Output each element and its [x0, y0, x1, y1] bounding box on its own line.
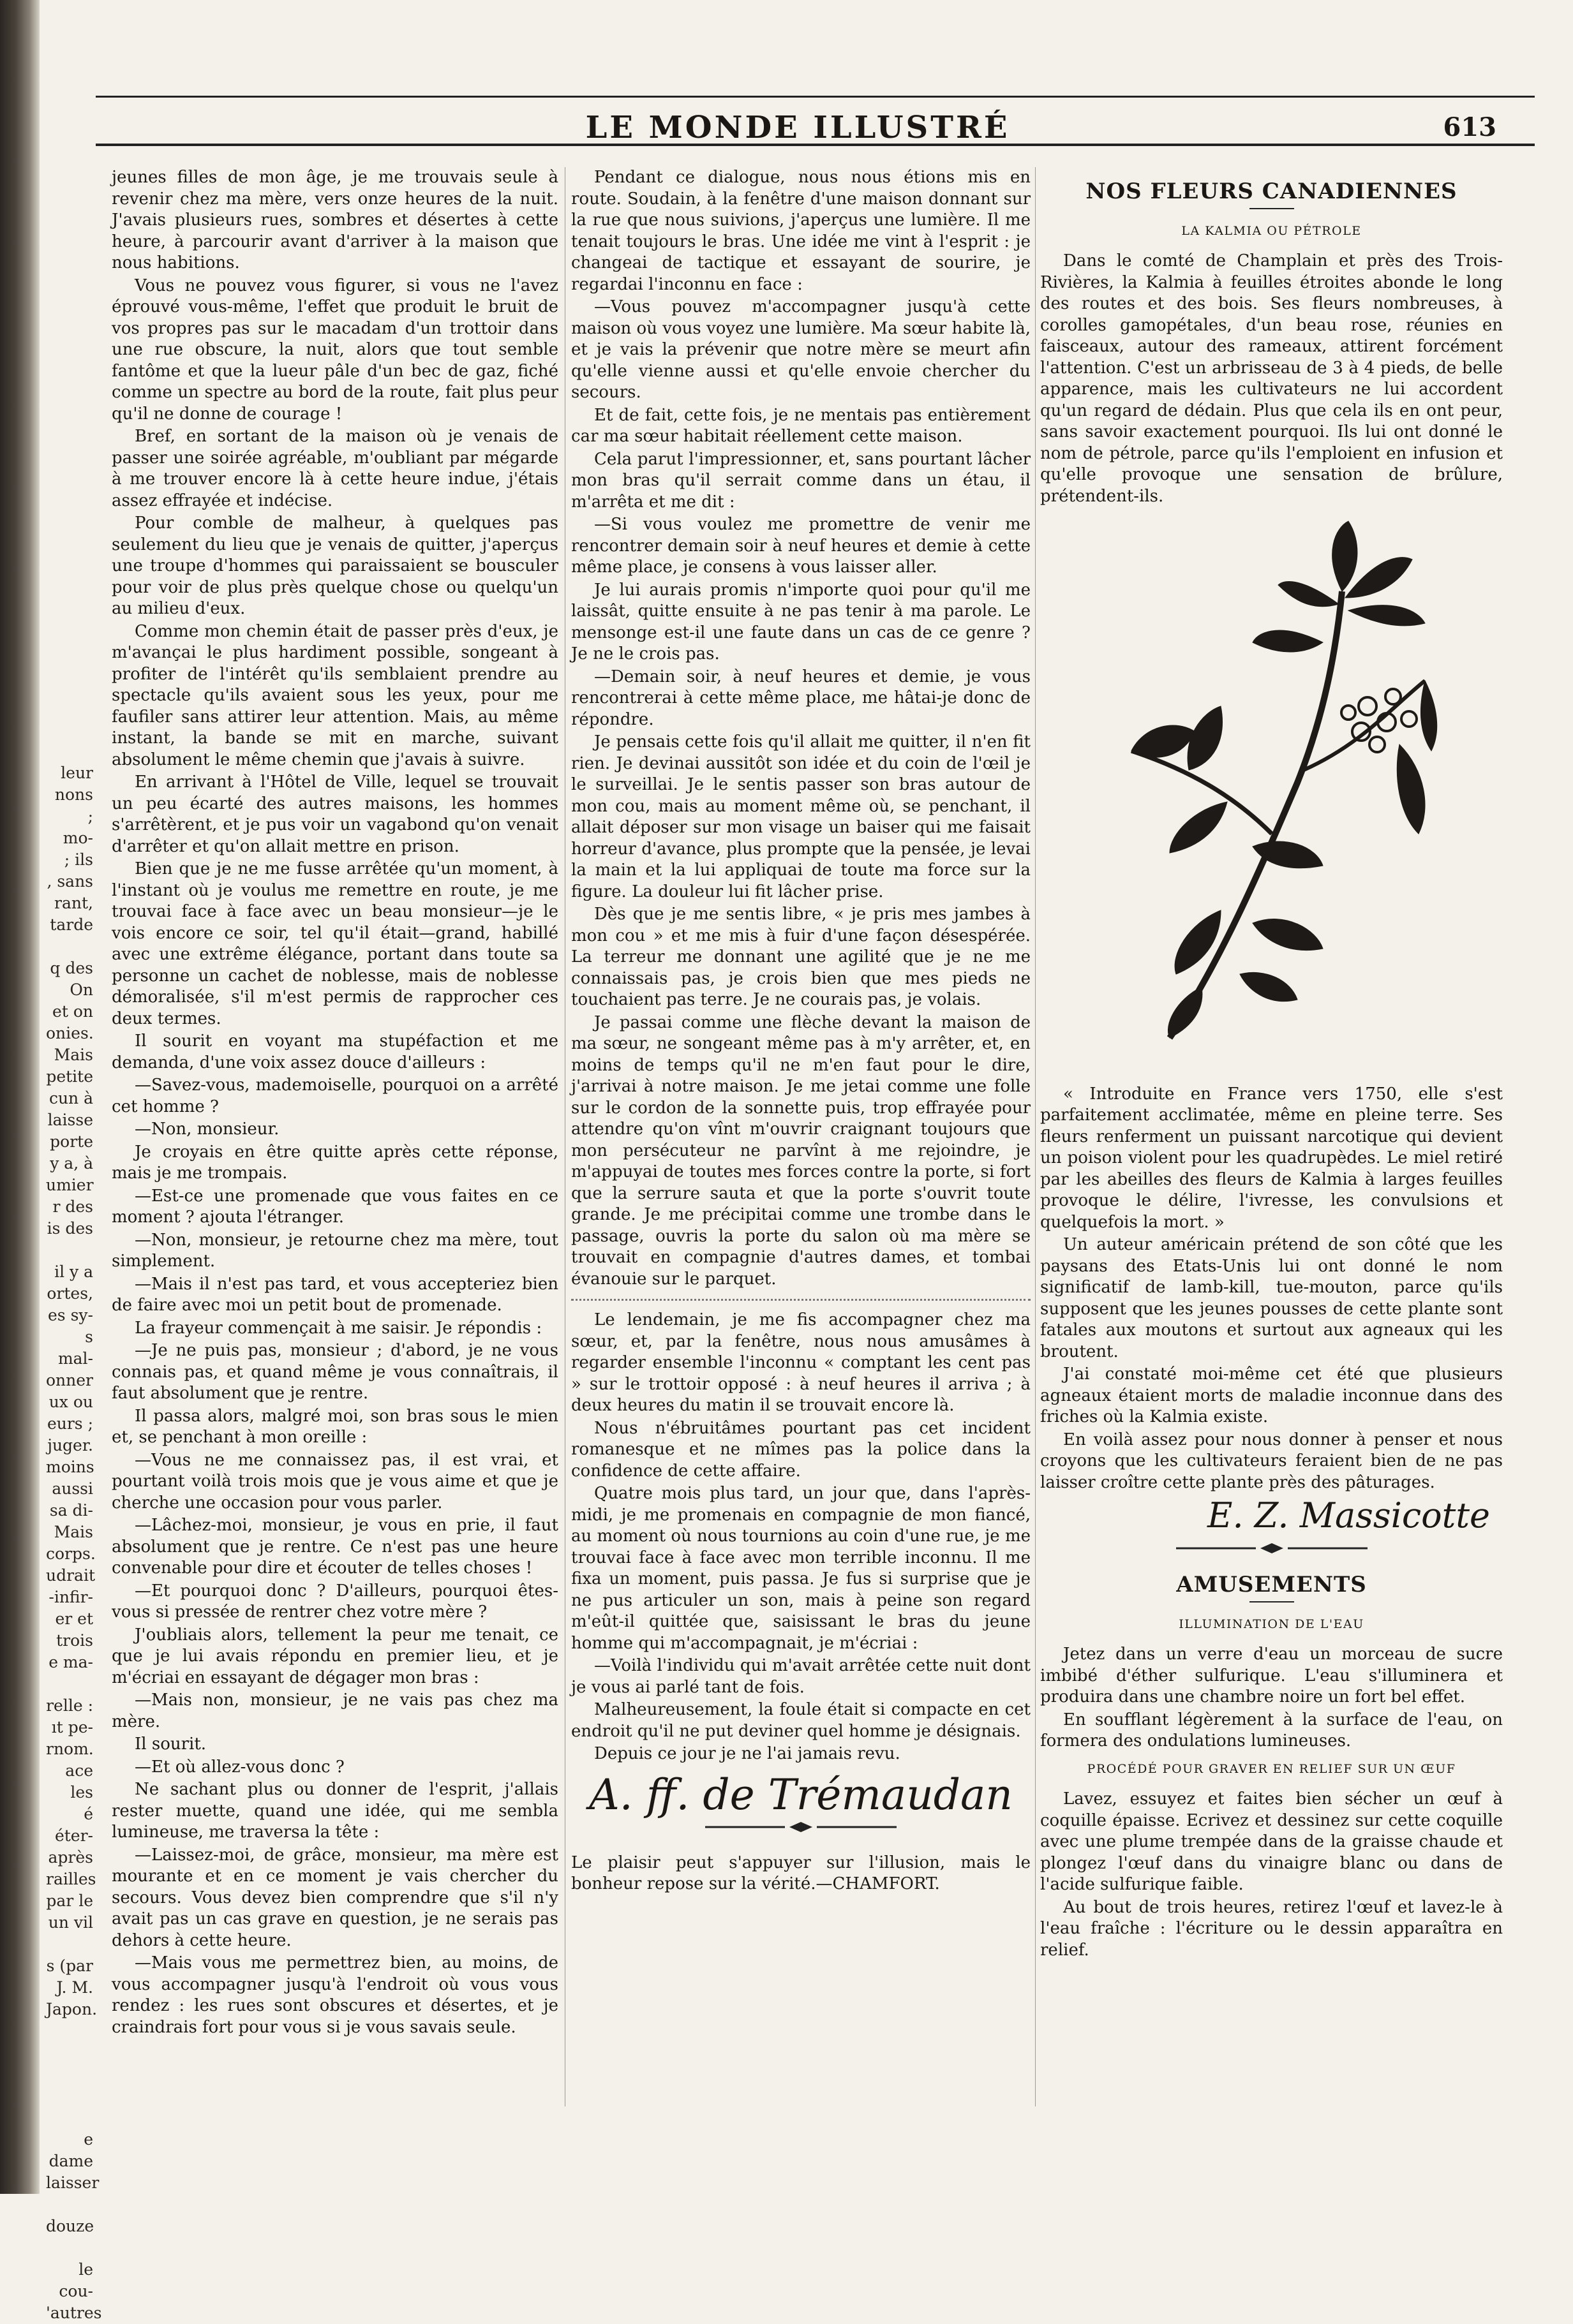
story-continuation	[571, 167, 1031, 1290]
fragment-line: er et	[55, 1610, 93, 1628]
diamond-rule-ornament-icon	[1040, 1539, 1503, 1561]
fragment-line	[46, 2237, 93, 2259]
column-divider-2	[1035, 167, 1036, 2106]
col2-paragraph: —Vous pouvez m'accompagner jusqu'à cette maison où vous voyez une lumière. Ma sœur habite là, et je vais la prévenir que notre mère se meurt afin qu'elle vienne aussi et qu'elle envoie chercher du secours.	[571, 297, 1031, 402]
fragment-line: s (par	[46, 1957, 93, 1975]
section-title-amusements: AMUSEMENTS	[1176, 1572, 1367, 1597]
fragment-line: cun à	[48, 1089, 93, 1107]
col1-paragraph: Vous ne pouvez vous figurer, si vous ne l'avez éprouvé vous-même, l'effet que produit le bruit de vos propres pas sur le macadam d'un trottoir dans une rue obscure, la nuit, alors que tout semble fantôme et que la lueur pâle d'un bec de gaz, fiché comme un spectre au bord de la route, fait plus peur qu'il ne donne de courage !	[112, 276, 558, 424]
col1-paragraph: —Non, monsieur.	[135, 1120, 280, 1139]
col2-paragraph: Cela parut l'impressionner, et, sans pourtant lâcher mon bras qu'il serrait comme dans un étau, il m'arrêta et me dit :	[571, 449, 1031, 512]
fragment-line	[46, 2064, 93, 2085]
col2-paragraph: Je lui aurais promis n'importe quoi pour qu'il me laissât, quitte ensuite à ne pas tenir à ma parole. Le mensonge est-il une faute dans un cas de ce genre ? Je ne le crois pas.	[571, 580, 1031, 663]
fragment-line: ortes,	[47, 1284, 93, 1303]
fragment-line: Mais	[54, 1523, 93, 1541]
col2-paragraph: Je passai comme une flèche devant la maison de ma sœur, ne songeant même pas à m'y arrêter, et, en moins de temps qu'il ne m'en faut pour le dire, j'arrivai à notre maison. Je me jetai comme une folle sur le cordon de la sonnette puis, trop effrayée pour attendre qu'on vînt m'ouvrir craignant toujours que mon persécuteur ne parvînt à me rejoindre, je m'appuyai de toutes mes forces contre la porte, si fort que la serrure sauta et que la porte s'ouvrit toute grande. Je me précipitai comme une trombe dans le passage, ouvris la porte du salon où ma mère se trouvait en compagnie d'autres dames, et tombai évanouie sur le parquet.	[571, 1012, 1031, 1289]
fragment-line: Japon.	[46, 2000, 98, 2018]
fragment-line: corps.	[46, 1544, 96, 1563]
col1-paragraph: Il sourit en voyant ma stupéfaction et me demanda, d'une voix assez douce d'ailleurs :	[112, 1032, 558, 1072]
fragment-line: e ma-	[48, 1653, 93, 1671]
col2-paragraph: Je pensais cette fois qu'il allait me quitter, il n'en fit rien. Je devinai aussitôt son idée et du coin de l'œil je le surveillai. Je le sentis passer son bras autour de mon cou, mais au moment même où, se penchant, il allait déposer sur mon visage un baiser qui me faisait horreur d'avance, plus prompte que la pensée, je levai la main et la lui appliquai de toute ma force sur la figure. La douleur lui fit lâcher prise.	[571, 732, 1031, 901]
fragment-line	[46, 1673, 93, 1695]
subtitle-illumination: ILLUMINATION DE L'EAU	[1179, 1617, 1364, 1631]
chamfort-maxim: Le plaisir peut s'appuyer sur l'illusion, mais le bonheur repose sur la vérité.—CHAMFORT.	[571, 1853, 1031, 1893]
fragment-line: trois	[56, 1631, 93, 1650]
fragment-line: ; ils	[64, 850, 93, 869]
fragment-line	[46, 1240, 93, 1261]
col2-paragraph: Nous n'ébruitâmes pourtant pas cet incident romanesque et ne mîmes pas la police dans la confidence de cette affaire.	[571, 1418, 1031, 1481]
col2-paragraph: Le lendemain, je me fis accompagner chez ma sœur, et, par la fenêtre, nous nous amusâmes à regarder ensemble l'inconnu « comptant les cent pas » sur le trottoir opposé : à neuf heures il arriva ; à deux heures du matin il se trouvait encore là.	[571, 1310, 1031, 1415]
col2-paragraph: Quatre mois plus tard, un jour que, dans l'après-midi, je me promenais en compagnie de mon fiancé, au moment où nous tournions au coin d'une rue, je me trouvai face à face avec mon terrible inconnu. Il me fixa un moment, puis passa. Je fus si surprise que je ne pus articuler un son, mais à peine son regard m'eût-il quittée que, saisissant le bras du jeune homme qui m'accompagnait, je m'écriai :	[571, 1484, 1031, 1653]
col1-paragraph: —Mais non, monsieur, je ne vais pas chez ma mère.	[112, 1691, 558, 1731]
col1-paragraph: —Je ne puis pas, monsieur ; d'abord, je ne vous connais pas, et quand même je vous connaîtrais, il faut absolument que je rentre.	[112, 1341, 558, 1403]
col1-paragraph: —Mais vous me permettrez bien, au moins, de vous accompagner jusqu'à l'endroit où vous vous rendez : les rues sont obscures et désertes, et je craindrais fort pour vous si je vous savais seule.	[112, 1953, 558, 2037]
kalmia-paragraph-3: J'ai constaté moi-même cet été que plusieurs agneaux étaient morts de maladie inconnue dans des friches où la Kalmia existe.	[1040, 1365, 1503, 1426]
fragment-line: , sans	[47, 872, 93, 891]
massicotte-signature: E. Z. Massicotte	[1207, 1495, 1490, 1536]
header-top-rule	[96, 96, 1535, 98]
fragment-line: mo-	[63, 829, 93, 847]
col1-paragraph: Il sourit.	[135, 1735, 207, 1754]
fragment-line	[46, 2042, 93, 2064]
fragment-line: is des	[47, 1219, 93, 1238]
fragment-line: par le	[46, 1891, 93, 1910]
fragment-line	[46, 2085, 93, 2107]
fragment-line: onner	[46, 1371, 93, 1389]
fragment-line: il y a	[54, 1262, 93, 1281]
col1-paragraph: —Et où allez-vous donc ?	[135, 1757, 345, 1777]
fragment-line	[46, 2107, 93, 2129]
col1-paragraph: Bref, en sortant de la maison où je venais de passer une soirée agréable, m'oubliant par mégarde à me trouver encore là à cette heure indue, j'étais assez effrayée et indécise.	[112, 427, 558, 510]
fragment-line: e dame	[48, 2130, 93, 2170]
fragment-line: q des	[50, 959, 93, 977]
kalmia-paragraph-2: Un auteur américain prétend de son côté que les paysans des Etats-Unis lui ont donné le nom significatif de lamb-kill, tue-mouton, parce qu'ils supposent que les jeunes pousses de cette plante sont fatales aux moutons et surtout aux agneaux qui les broutent.	[1040, 1235, 1503, 1361]
fragment-line: ace les	[65, 1761, 93, 1802]
fragment-line: relle :	[46, 1696, 93, 1715]
fragment-line: laisser	[46, 2173, 100, 2192]
fragment-line: nons ;	[54, 785, 93, 825]
col2-paragraph: —Si vous voulez me promettre de venir me rencontrer demain soir à neuf heures et demie à cette même place, je consens à vous laisser aller.	[571, 515, 1031, 577]
amusement-paragraph-4: Au bout de trois heures, retirez l'œuf et lavez-le à l'eau fraîche : l'écriture ou le dessin apparaîtra en relief.	[1040, 1897, 1503, 1960]
column-1	[112, 167, 558, 2039]
fragment-line: é éter-	[54, 1805, 93, 1845]
col2-paragraph: —Demain soir, à neuf heures et demie, je vous rencontrerai à cette même place, me hâtai-je donc de répondre.	[571, 667, 1031, 729]
fragment-line: 'autres	[46, 2304, 102, 2322]
fragment-line: Mais	[54, 1046, 93, 1064]
amusement-paragraph-3: Lavez, essuyez et faites bien sécher un œuf à coquille épaisse. Ecrivez et dessinez sur cette coquille avec une plume trempée dans de la graisse chaude et plongez l'œuf dans du vinaigre blanc ou dans de l'acide sulfurique faible.	[1040, 1789, 1503, 1894]
amusement-paragraph-1: Jetez dans un verre d'eau un morceau de sucre imbibé d'éther sulfurique. L'eau s'illuminera et produira dans une chambre noire un fort bel effet.	[1040, 1645, 1503, 1706]
col1-paragraph: La frayeur commençait à me saisir. Je répondis :	[135, 1318, 542, 1338]
header-bottom-rule	[96, 144, 1535, 146]
fragment-line: umier	[46, 1176, 94, 1194]
col2-paragraph: Et de fait, cette fois, je ne mentais pas entièrement car ma sœur habitait réellement cette maison.	[571, 405, 1031, 446]
subtitle-kalmia: LA KALMIA OU PÉTROLE	[1181, 223, 1362, 238]
fragment-line: tarde	[50, 915, 93, 934]
previous-page-column-fragments	[46, 762, 102, 2324]
col1-paragraph: Il passa alors, malgré moi, son bras sous le mien et, se penchant à mon oreille :	[112, 1406, 558, 1447]
fragment-line	[46, 2194, 93, 2216]
col1-paragraph: Bien que je ne me fusse arrêtée qu'un moment, à l'instant où je voulus me remettre en route, je me trouvai face à face avec un beau monsieur—je le vois encore ce soir, tel qu'il était—grand, habillé avec une extrême élégance, portant dans toute sa personne un cachet de noblesse, mais de noblesse démoralisée, s'il m'est permis de rapprocher ces deux termes.	[112, 859, 558, 1028]
fragment-line: petite	[46, 1067, 93, 1086]
col1-paragraph: En arrivant à l'Hôtel de Ville, lequel se trouvait un peu écarté des autres maisons, les hommes s'arrêtèrent, et je pus voir un vagabond qu'on venait d'arrêter et qu'on allait mettre en prison.	[112, 773, 558, 856]
title-rule	[1249, 208, 1294, 209]
col1-paragraph: —Et pourquoi donc ? D'ailleurs, pourquoi êtes-vous si pressée de rentrer chez votre mère ?	[112, 1581, 558, 1622]
kalmia-paragraph-4: En voilà assez pour nous donner à penser et nous croyons que les cultivateurs feraient bien de ne pas laisser croître cette plante près des pâturages.	[1040, 1430, 1503, 1492]
subtitle-graver-oeuf: PROCÉDÉ POUR GRAVER EN RELIEF SUR UN ŒUF	[1087, 1761, 1456, 1776]
fragment-line: et on	[52, 1002, 93, 1021]
kalmia-paragraph-1: Dans le comté de Champlain et près des Trois-Rivières, la Kalmia à feuilles étroites abonde le long des routes et des bois. Ses fleurs nombreuses, à corolles gamopétales, d'un beau rose, réunies en faisceaux, autour des rameaux, attirent forcément l'attention. C'est un arbrisseau de 3 à 4 pieds, de belle apparence, mais les cultivateurs ne lui accordent qu'un regard de dédain. Plus que cela ils en ont peur, sans savoir exactement pourquoi. Ils lui ont donné le nom de pétrole, parce qu'ils l'emploient en infusion et qu'elle provoque une sensation de brûlure, prétendent-ils.	[1040, 251, 1503, 506]
col1-paragraph: —Laissez-moi, de grâce, monsieur, ma mère est mourante et en ce moment je vais chercher du secours. Vous devez bien comprendre que s'il n'y avait pas un cas grave en question, je ne serais pas dehors à cette heure.	[112, 1845, 558, 1950]
column-2	[571, 167, 1031, 1897]
fragment-line: rnom.	[46, 1740, 94, 1758]
fragment-line: J. M.	[56, 1978, 93, 1997]
kalmia-quote: « Introduite en France vers 1750, elle s'est parfaitement acclimatée, même en pleine terre. Ses fleurs renferment un puissant narcotique qui devient un poison violent pour les quadrupèdes. Le miel retiré par les abeilles des fleurs de Kalmia à larges feuilles provoque le délire, l'ivresse, les convulsions et quelquefois la mort. »	[1040, 1084, 1503, 1232]
col2-paragraph: Depuis ce jour je ne l'ai jamais revu.	[594, 1744, 900, 1763]
fragment-line: douze	[46, 2217, 94, 2235]
col1-paragraph: J'oubliais alors, tellement la peur me tenait, ce que je lui avais répondu en premier lieu, et je m'écriai en essayant de dégager mon bras :	[112, 1625, 558, 1687]
story-epilogue	[571, 1310, 1031, 1765]
fragment-line	[46, 2020, 93, 2042]
col2-paragraph: —Voilà l'individu qui m'avait arrêtée cette nuit dont je vous ai parlé tant de fois.	[571, 1656, 1031, 1697]
fragment-line: On	[70, 981, 93, 999]
fragment-line: rant,	[54, 894, 93, 912]
col1-paragraph: —Non, monsieur, je retourne chez ma mère, tout simplement.	[112, 1230, 558, 1271]
fragment-line: r des	[52, 1197, 93, 1216]
running-title: LE MONDE ILLUSTRÉ	[585, 110, 1010, 145]
fragment-line: sa di-	[49, 1501, 93, 1520]
fragment-line: le cou-	[59, 2260, 93, 2300]
diamond-rule-ornament-icon	[571, 1818, 1031, 1840]
fragment-line: y a, à	[50, 1154, 93, 1173]
fragment-line: onies.	[46, 1024, 94, 1042]
fragment-line: eurs ;	[47, 1414, 93, 1433]
col1-paragraph: jeunes filles de mon âge, je me trouvais seule à revenir chez ma mère, vers onze heures de la nuit. J'avais plusieurs rues, sombres et désertes à cette heure, à parcourir avant d'arriver à la maison que nous habitions.	[112, 168, 558, 272]
col2-paragraph: Malheureusement, la foule était si compacte en cet endroit qu'il ne put deviner quel homme je désignais.	[571, 1700, 1031, 1741]
col1-paragraph: Je croyais en être quitte après cette réponse, mais je me trompais.	[112, 1142, 558, 1183]
col1-paragraph: Pour comble de malheur, à quelques pas seulement du lieu que je venais de quitter, j'aperçus une troupe d'hommes qui paraissaient se bousculer pour voir de plus près quelque chose ou quelqu'un au milieu d'eux.	[112, 514, 558, 618]
fragment-line: leur	[61, 764, 93, 782]
fragment-line: ıt pe-	[51, 1718, 93, 1736]
fragment-line: aussi	[52, 1479, 93, 1498]
fragment-line: un vil	[48, 1913, 93, 1932]
fragment-line: -infir-	[48, 1588, 93, 1606]
col1-paragraph: —Est-ce une promenade que vous faites en ce moment ? ajouta l'étranger.	[112, 1186, 558, 1227]
dotted-separator	[571, 1299, 1031, 1301]
fragment-line: udrait	[46, 1566, 96, 1585]
fragment-line: porte	[50, 1132, 93, 1151]
fragment-line: ux ou	[48, 1393, 93, 1411]
fragment-line: laisse	[47, 1111, 93, 1129]
col1-paragraph: Ne sachant plus ou donner de l'esprit, j'allais rester muette, quand une idée, qui me sembla lumineuse, me traversa la tête :	[112, 1780, 558, 1842]
title-rule	[1249, 1601, 1294, 1602]
col2-paragraph: Dès que je me sentis libre, « je pris mes jambes à mon cou » et me mis à fuir d'une façon désespérée. La terreur me donnant une agilité que je ne me connaissais pas, je crois bien que mes pieds ne touchaient pas terre. Je ne courais pas, je volais.	[571, 905, 1031, 1009]
section-title-fleurs: NOS FLEURS CANADIENNES	[1085, 179, 1457, 204]
col2-paragraph: Pendant ce dialogue, nous nous étions mis en route. Soudain, à la fenêtre d'une maison donnant sur la rue que nous suivions, j'aperçus une lumière. Il me tenait toujours le bras. Une idée me vint à l'esprit : je changeai de tactique et essayant de sourire, je regardai l'inconnu en face :	[571, 168, 1031, 294]
author-signature: A. ff. de Trémaudan	[589, 1770, 1013, 1819]
col1-paragraph: Comme mon chemin était de passer près d'eux, je m'avançai le plus hardiment possible, songeant à profiter de l'intérêt qu'ils semblaient prendre au spectacle qu'ils avaient sous les yeux, pour me faufiler sans attirer leur attention. Mais, au même instant, la bande se mit en marche, suivant absolument le même chemin que j'avais à suivre.	[112, 621, 558, 769]
fragment-line	[46, 936, 93, 958]
col1-paragraph: —Vous ne me connaissez pas, il est vrai, et pourtant voilà trois mois que je vous aime et que je cherche une occasion pour vous parler.	[112, 1450, 558, 1513]
fragment-line: moins	[46, 1458, 94, 1476]
fragment-line: railles	[46, 1870, 96, 1888]
col1-paragraph: —Savez-vous, mademoiselle, pourquoi on a arrêté cet homme ?	[112, 1076, 558, 1116]
page-number: 613	[1443, 112, 1496, 142]
fragment-line: juger.	[47, 1436, 93, 1454]
amusement-paragraph-2: En soufflant légèrement à la surface de l'eau, on formera des ondulations lumineuses.	[1040, 1710, 1503, 1750]
fragment-line: après	[48, 1848, 93, 1867]
fragment-line: s mal-	[57, 1328, 93, 1368]
column-3	[1040, 167, 1503, 1962]
page-binding-edge	[0, 0, 40, 2194]
kalmia-branch-illustration-icon	[1040, 515, 1503, 1070]
col1-paragraph: —Lâchez-moi, monsieur, je vous en prie, il faut absolument que je rentre. Ce n'est pas une heure convenable pour dire et écouter de telles choses !	[112, 1516, 558, 1578]
fragment-line	[46, 1934, 93, 1955]
col1-paragraph: —Mais il n'est pas tard, et vous accepteriez bien de faire avec moi un petit bout de promenade.	[112, 1274, 558, 1315]
fragment-line: es sy-	[48, 1306, 93, 1324]
